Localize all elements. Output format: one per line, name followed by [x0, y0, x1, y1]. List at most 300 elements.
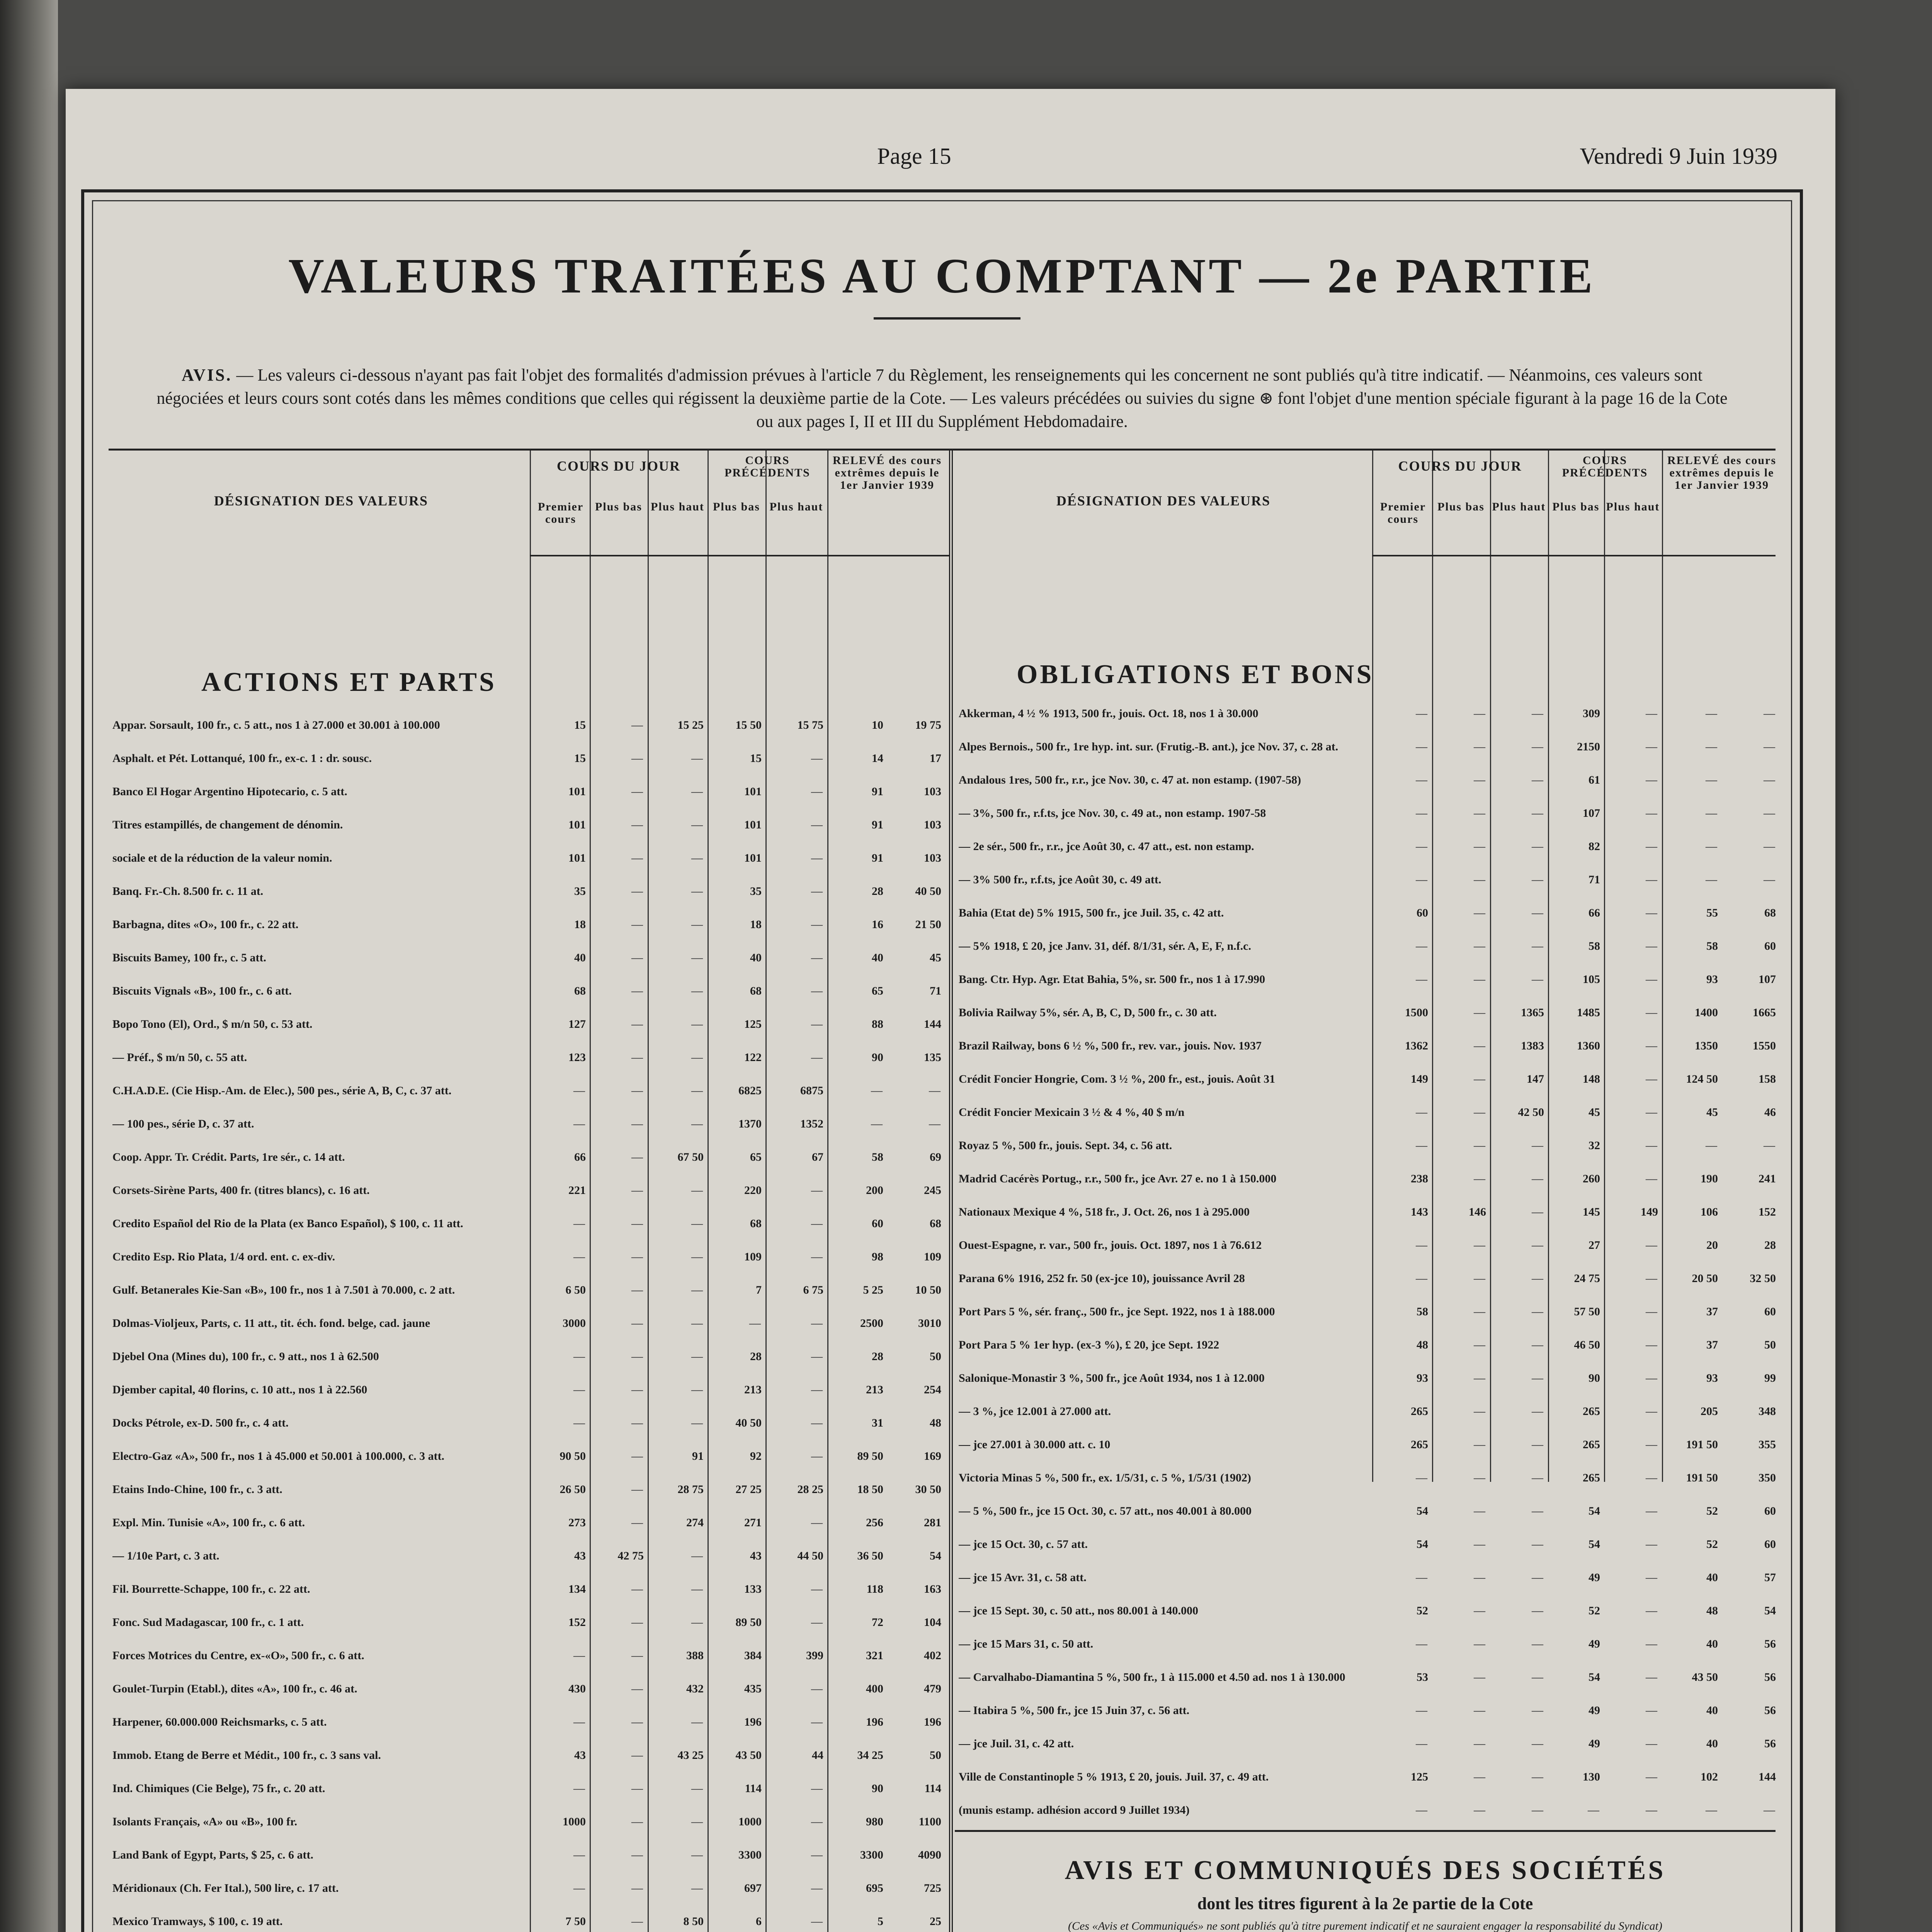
row-value: 103	[924, 818, 941, 831]
row-value: 37	[1706, 1305, 1718, 1318]
row-value: 45	[1588, 1106, 1600, 1119]
table-row	[955, 1005, 1776, 1038]
row-value: —	[631, 1682, 644, 1695]
table-row	[955, 1370, 1776, 1403]
row-value: —	[811, 1782, 823, 1795]
table-row	[955, 805, 1776, 838]
row-value: 220	[744, 1184, 762, 1197]
row-value: 7	[756, 1284, 762, 1296]
row-value: 56	[1764, 1671, 1776, 1684]
table-row	[955, 938, 1776, 971]
table-row	[955, 905, 1776, 938]
col-cours-precedents-right: COURS PRÉCÉDENTS	[1562, 454, 1648, 479]
row-value: 42 75	[617, 1549, 644, 1562]
row-value: 30 50	[915, 1483, 941, 1496]
row-value: —	[1416, 1106, 1428, 1119]
row-designation: Salonique-Monastir 3 %, 500 fr., jce Août 1934, nos 1 à 12.000	[959, 1372, 1265, 1384]
avis-societes-subtitle: dont les titres figurent à la 2e partie de la Cote	[1197, 1894, 1533, 1913]
row-value: 90	[872, 1782, 883, 1795]
row-value: —	[691, 1350, 704, 1363]
row-value: 18 50	[857, 1483, 883, 1496]
row-value: —	[1416, 807, 1428, 820]
row-value: 145	[1583, 1206, 1600, 1218]
row-value: —	[691, 1084, 704, 1097]
row-designation: Barbagna, dites «O», 100 fr., c. 22 att.	[112, 918, 299, 931]
row-value: 3300	[860, 1849, 883, 1861]
row-value: —	[631, 1915, 644, 1928]
row-value: 15	[574, 719, 586, 731]
table-row	[955, 1337, 1776, 1370]
row-value: 133	[744, 1583, 762, 1595]
row-value: 37	[1706, 1338, 1718, 1351]
row-value: —	[1474, 906, 1486, 919]
row-value: —	[1646, 1338, 1658, 1351]
table-row	[109, 1249, 949, 1282]
row-designation: — Itabira 5 %, 500 fr., jce 15 Juin 37, c. 56 att.	[959, 1704, 1190, 1717]
row-value: —	[691, 1549, 704, 1562]
row-value: —	[1532, 1206, 1544, 1218]
row-value: —	[1532, 973, 1544, 986]
row-value: 6	[756, 1915, 762, 1928]
row-value: —	[631, 1483, 644, 1496]
row-value: 27 25	[735, 1483, 762, 1496]
row-value: 1350	[1695, 1039, 1718, 1052]
row-value: —	[811, 1882, 823, 1895]
row-value: —	[631, 1350, 644, 1363]
row-value: 46 50	[1574, 1338, 1600, 1351]
row-value: 91	[872, 818, 883, 831]
row-value: 26 50	[560, 1483, 586, 1496]
row-value: 48	[1417, 1338, 1428, 1351]
row-value: 2150	[1577, 740, 1600, 753]
row-value: 34 25	[857, 1749, 883, 1762]
table-row	[109, 1781, 949, 1814]
row-value: 20	[1706, 1239, 1718, 1252]
row-value: 384	[744, 1649, 762, 1662]
row-value: —	[1646, 1438, 1658, 1451]
row-value: 479	[924, 1682, 941, 1695]
row-value: —	[1532, 1604, 1544, 1617]
row-value: 60	[872, 1217, 883, 1230]
row-value: 44	[812, 1749, 823, 1762]
col-plus-bas: Plus bas	[595, 500, 642, 513]
row-value: —	[691, 752, 704, 765]
row-value: —	[811, 785, 823, 798]
row-value: —	[1646, 840, 1658, 853]
row-value: —	[749, 1317, 762, 1330]
row-value: 54	[1588, 1505, 1600, 1517]
row-value: —	[1532, 707, 1544, 720]
row-value: —	[1646, 1737, 1658, 1750]
row-designation: Djebel Ona (Mines du), 100 fr., c. 9 att., nos 1 à 62.500	[112, 1350, 379, 1363]
table-row	[109, 1049, 949, 1083]
table-row	[955, 1171, 1776, 1204]
row-value: 68	[750, 985, 762, 997]
row-value: —	[1532, 1405, 1544, 1418]
row-value: —	[691, 1317, 704, 1330]
row-value: —	[1646, 940, 1658, 952]
row-value: —	[631, 852, 644, 864]
row-value: —	[1706, 873, 1718, 886]
row-value: 213	[866, 1383, 883, 1396]
header-rule	[530, 555, 949, 556]
row-value: 388	[686, 1649, 704, 1662]
table-row	[109, 1747, 949, 1781]
row-value: 21 50	[915, 918, 941, 931]
row-designation: Harpener, 60.000.000 Reichsmarks, c. 5 att.	[112, 1716, 327, 1728]
row-value: 3300	[738, 1849, 762, 1861]
row-value: 52	[1706, 1505, 1718, 1517]
row-value: 28	[750, 1350, 762, 1363]
row-value: —	[573, 1716, 586, 1728]
row-value: 114	[745, 1782, 762, 1795]
row-value: 399	[806, 1649, 823, 1662]
row-value: —	[691, 1217, 704, 1230]
row-value: 4090	[918, 1849, 941, 1861]
row-value: —	[1474, 1505, 1486, 1517]
row-value: —	[1474, 1438, 1486, 1451]
header-rule-right	[1372, 555, 1776, 556]
row-value: —	[1646, 1006, 1658, 1019]
row-value: —	[691, 1250, 704, 1263]
row-value: —	[691, 1716, 704, 1728]
row-value: 1370	[738, 1117, 762, 1130]
row-value: —	[631, 1217, 644, 1230]
col-releve-right: RELEVÉ des cours extrêmes depuis le 1er Janvier 1939	[1667, 454, 1777, 492]
row-value: —	[1532, 774, 1544, 786]
row-value: 10 50	[915, 1284, 941, 1296]
row-value: 68	[574, 985, 586, 997]
row-value: —	[691, 852, 704, 864]
col-prec-bas: Plus bas	[713, 500, 760, 513]
row-value: —	[1474, 1272, 1486, 1285]
row-value: —	[1646, 1604, 1658, 1617]
row-value: —	[1532, 1438, 1544, 1451]
row-value: 1365	[1521, 1006, 1544, 1019]
row-value: —	[1646, 774, 1658, 786]
row-value: 430	[568, 1682, 586, 1695]
row-value: —	[1474, 1305, 1486, 1318]
row-value: —	[1416, 1804, 1428, 1816]
row-value: —	[691, 818, 704, 831]
row-value: 221	[568, 1184, 586, 1197]
row-designation: Madrid Cacérès Portug., r.r., 500 fr., jce Avr. 27 e. no 1 à 150.000	[959, 1172, 1277, 1185]
row-value: 350	[1759, 1471, 1776, 1484]
row-value: 6875	[800, 1084, 823, 1097]
col-prec-haut: Plus haut	[769, 500, 823, 513]
row-value: —	[1646, 1239, 1658, 1252]
row-designation: Djember capital, 40 florins, c. 10 att., nos 1 à 22.560	[112, 1383, 367, 1396]
table-row	[109, 784, 949, 817]
table-row	[109, 1415, 949, 1448]
row-value: 104	[924, 1616, 941, 1629]
row-value: —	[811, 918, 823, 931]
row-value: —	[1474, 1073, 1486, 1085]
row-value: —	[1646, 1172, 1658, 1185]
page-title: VALEURS TRAITÉES AU COMPTANT — 2e PARTIE	[288, 248, 1596, 303]
row-value: 18	[750, 918, 762, 931]
row-value: 122	[744, 1051, 762, 1064]
row-value: —	[1646, 873, 1658, 886]
row-value: —	[1474, 840, 1486, 853]
row-value: —	[811, 1516, 823, 1529]
row-value: —	[1416, 1704, 1428, 1717]
row-value: 15 50	[735, 719, 762, 731]
row-value: —	[811, 885, 823, 898]
row-value: —	[1532, 906, 1544, 919]
row-value: 5	[878, 1915, 883, 1928]
row-value: 72	[872, 1616, 883, 1629]
row-value: —	[691, 1849, 704, 1861]
table-row	[109, 1182, 949, 1216]
table-row	[955, 1437, 1776, 1470]
row-designation: Immob. Etang de Berre et Médit., 100 fr., c. 3 sans val.	[112, 1749, 381, 1762]
row-value: 265	[1583, 1405, 1600, 1418]
row-value: 273	[568, 1516, 586, 1529]
row-value: 68	[1764, 906, 1776, 919]
row-value: —	[811, 1383, 823, 1396]
book-binding	[0, 0, 58, 1932]
row-value: 49	[1588, 1704, 1600, 1717]
row-value: 52	[1417, 1604, 1428, 1617]
row-value: 91	[872, 852, 883, 864]
row-value: 56	[1764, 1638, 1776, 1650]
row-value: —	[1646, 906, 1658, 919]
row-value: 49	[1588, 1571, 1600, 1584]
row-value: —	[1474, 1604, 1486, 1617]
row-value: —	[1532, 873, 1544, 886]
row-value: 1500	[1405, 1006, 1428, 1019]
row-value: 435	[744, 1682, 762, 1695]
table-row	[955, 838, 1776, 872]
row-value: —	[1474, 707, 1486, 720]
row-value: —	[631, 885, 644, 898]
row-value: 1352	[800, 1117, 823, 1130]
table-row	[109, 1083, 949, 1116]
row-designation: — jce 15 Sept. 30, c. 50 att., nos 80.001 à 140.000	[959, 1604, 1198, 1617]
row-value: —	[811, 1317, 823, 1330]
row-value: 245	[924, 1184, 941, 1197]
row-value: 36 50	[857, 1549, 883, 1562]
row-value: 265	[1583, 1438, 1600, 1451]
row-value: —	[811, 1417, 823, 1429]
row-value: —	[631, 1117, 644, 1130]
section-actions-parts: ACTIONS ET PARTS	[201, 667, 497, 697]
row-value: 101	[744, 852, 762, 864]
quotation-table	[109, 449, 1776, 1932]
row-value: —	[631, 1184, 644, 1197]
row-value: 40 50	[915, 885, 941, 898]
row-value: 68	[750, 1217, 762, 1230]
row-value: —	[811, 1018, 823, 1031]
row-value: 400	[866, 1682, 883, 1695]
row-value: —	[1474, 1571, 1486, 1584]
row-value: 101	[744, 818, 762, 831]
table-row	[109, 1614, 949, 1648]
row-value: —	[1588, 1804, 1600, 1816]
row-designation: Coop. Appr. Tr. Crédit. Parts, 1re sér., c. 14 att.	[112, 1151, 345, 1163]
table-row	[109, 1814, 949, 1847]
row-value: —	[1764, 807, 1776, 820]
row-value: —	[1474, 940, 1486, 952]
row-value: —	[1532, 1338, 1544, 1351]
row-value: —	[631, 785, 644, 798]
row-value: —	[631, 1250, 644, 1263]
table-row	[109, 1382, 949, 1415]
row-value: 149	[1641, 1206, 1658, 1218]
row-value: —	[631, 1051, 644, 1064]
row-designation: — 5% 1918, £ 20, jce Janv. 31, déf. 8/1/31, sér. A, E, F, n.f.c.	[959, 940, 1251, 952]
row-value: 69	[930, 1151, 941, 1163]
table-row	[109, 917, 949, 950]
row-value: 432	[686, 1682, 704, 1695]
col-prec-haut-right: Plus haut	[1606, 500, 1660, 513]
row-designation: — 5 %, 500 fr., jce 15 Oct. 30, c. 57 att., nos 40.001 à 80.000	[959, 1505, 1252, 1517]
row-value: —	[1416, 1139, 1428, 1152]
row-value: 152	[568, 1616, 586, 1629]
row-value: —	[1532, 840, 1544, 853]
row-value: 152	[1759, 1206, 1776, 1218]
row-value: 265	[1583, 1471, 1600, 1484]
row-designation: Victoria Minas 5 %, 500 fr., ex. 1/5/31, c. 5 %, 1/5/31 (1902)	[959, 1471, 1251, 1484]
row-value: 57	[1764, 1571, 1776, 1584]
row-value: —	[1532, 740, 1544, 753]
row-value: 169	[924, 1450, 941, 1463]
row-value: 125	[1411, 1770, 1428, 1783]
row-value: —	[1474, 1139, 1486, 1152]
left-rows	[109, 717, 949, 1932]
row-designation: — 3%, 500 fr., r.f.ts, jce Nov. 30, c. 49 at., non estamp. 1907-58	[959, 807, 1266, 820]
row-value: —	[1646, 973, 1658, 986]
row-value: —	[1646, 1106, 1658, 1119]
row-value: 99	[1764, 1372, 1776, 1384]
col-premier-right: Premier cours	[1380, 500, 1426, 526]
row-designation: Ouest-Espagne, r. var., 500 fr., jouis. Oct. 1897, nos 1 à 76.612	[959, 1239, 1262, 1252]
row-designation: — 3 %, jce 12.001 à 27.000 att.	[959, 1405, 1111, 1418]
row-value: —	[573, 1882, 586, 1895]
row-value: 146	[1469, 1206, 1486, 1218]
row-value: 43	[574, 1749, 586, 1762]
row-designation: Etains Indo-Chine, 100 fr., c. 3 att.	[112, 1483, 282, 1496]
row-value: —	[1646, 1073, 1658, 1085]
row-value: 6825	[738, 1084, 762, 1097]
row-designation: Biscuits Vignals «B», 100 fr., c. 6 att.	[112, 985, 292, 997]
row-value: 89 50	[857, 1450, 883, 1463]
row-value: —	[1646, 1372, 1658, 1384]
row-value: —	[811, 852, 823, 864]
row-value: —	[1646, 1804, 1658, 1816]
row-value: 6 75	[803, 1284, 823, 1296]
row-value: —	[1474, 1006, 1486, 1019]
row-value: 60	[1764, 1305, 1776, 1318]
row-value: —	[1764, 1804, 1776, 1816]
row-value: 1100	[918, 1815, 941, 1828]
row-value: —	[631, 719, 644, 731]
row-value: —	[691, 1583, 704, 1595]
row-value: 163	[924, 1583, 941, 1595]
row-value: 52	[1706, 1538, 1718, 1551]
row-value: —	[631, 1151, 644, 1163]
row-value: 191 50	[1686, 1438, 1718, 1451]
row-value: 123	[568, 1051, 586, 1064]
row-value: 19 75	[915, 719, 941, 731]
row-value: 130	[1583, 1770, 1600, 1783]
row-value: 40	[574, 951, 586, 964]
row-value: 92	[750, 1450, 762, 1463]
table-row	[955, 772, 1776, 805]
row-designation: Akkerman, 4 ½ % 1913, 500 fr., jouis. Oct. 18, nos 1 à 30.000	[959, 707, 1259, 720]
table-row	[955, 1403, 1776, 1437]
row-value: 106	[1701, 1206, 1718, 1218]
row-designation: Banq. Fr.-Ch. 8.500 fr. c. 11 at.	[112, 885, 264, 898]
row-value: 27	[1588, 1239, 1600, 1252]
row-value: —	[691, 1815, 704, 1828]
row-value: 1485	[1577, 1006, 1600, 1019]
row-value: 88	[872, 1018, 883, 1031]
row-value: 238	[1411, 1172, 1428, 1185]
row-value: 25	[930, 1915, 941, 1928]
table-row	[955, 1071, 1776, 1104]
row-value: 90	[1588, 1372, 1600, 1384]
row-designation: — 100 pes., série D, c. 37 att.	[112, 1117, 254, 1130]
row-value: —	[1416, 940, 1428, 952]
row-value: 42 50	[1518, 1106, 1544, 1119]
main-frame	[81, 189, 1803, 1932]
row-value: 725	[924, 1882, 941, 1895]
row-value: —	[811, 1616, 823, 1629]
row-value: 348	[1759, 1405, 1776, 1418]
row-designation: Bopo Tono (El), Ord., $ m/n 50, c. 53 att.	[112, 1018, 313, 1031]
row-value: 71	[1588, 873, 1600, 886]
row-value: 241	[1759, 1172, 1776, 1185]
row-value: —	[1764, 1139, 1776, 1152]
section-obligations-bons: OBLIGATIONS ET BONS	[1017, 660, 1374, 689]
row-value: —	[1474, 873, 1486, 886]
row-designation: Docks Pétrole, ex-D. 500 fr., c. 4 att.	[112, 1417, 289, 1429]
row-designation: Ind. Chimiques (Cie Belge), 75 fr., c. 20 att.	[112, 1782, 325, 1795]
avis-text: — Les valeurs ci-dessous n'ayant pas fait l'objet des formalités d'admission prévues à l'article 7 du Règlement, les renseignements qui les concernent ne sont publiés qu'à titre indicatif. — Néanmoins, ces valeurs sont négociées et leurs cours sont cotés dans les mêmes conditions que celles qui régissent la deuxième partie de la Cote. — Les valeurs précédées ou suivies du signe ⊛ font l'objet d'une mention spéciale figurant à la page 16 de la Cote ou aux pages I, II et III du Supplément Hebdomadaire.	[156, 366, 1728, 431]
row-value: —	[1416, 840, 1428, 853]
row-designation: — jce Juil. 31, c. 42 att.	[959, 1737, 1074, 1750]
col-premier: Premier cours	[537, 500, 584, 526]
row-value: 31	[872, 1417, 883, 1429]
table-row	[109, 1548, 949, 1581]
row-value: —	[573, 1350, 586, 1363]
row-value: 65	[872, 985, 883, 997]
row-value: 3010	[918, 1317, 941, 1330]
row-value: 101	[568, 818, 586, 831]
col-cours-du-jour: COURS DU JOUR	[556, 458, 680, 474]
row-value: 82	[1588, 840, 1600, 853]
row-value: —	[1532, 1172, 1544, 1185]
table-row	[955, 971, 1776, 1005]
row-value: 105	[1583, 973, 1600, 986]
table-row	[955, 1038, 1776, 1071]
row-designation: — Carvalhabo-Diamantina 5 %, 500 fr., 1 à 115.000 et 4.50 ad. nos 1 à 130.000	[959, 1671, 1345, 1684]
table-row	[955, 1669, 1776, 1702]
row-value: 54	[1588, 1671, 1600, 1684]
row-value: —	[1532, 1139, 1544, 1152]
row-value: —	[1416, 740, 1428, 753]
row-value: —	[1416, 1737, 1428, 1750]
row-designation: Andalous 1res, 500 fr., r.r., jce Nov. 30, c. 47 at. non estamp. (1907-58)	[959, 774, 1301, 786]
row-value: —	[1474, 740, 1486, 753]
row-value: —	[1646, 1671, 1658, 1684]
col-releve: RELEVÉ des cours extrêmes depuis le 1er Janvier 1939	[832, 454, 942, 492]
row-value: 697	[744, 1882, 762, 1895]
row-designation: Isolants Français, «A» ou «B», 100 fr.	[112, 1815, 298, 1828]
row-designation: Asphalt. et Pét. Lottanqué, 100 fr., ex-c. 1 : dr. sousc.	[112, 752, 372, 765]
